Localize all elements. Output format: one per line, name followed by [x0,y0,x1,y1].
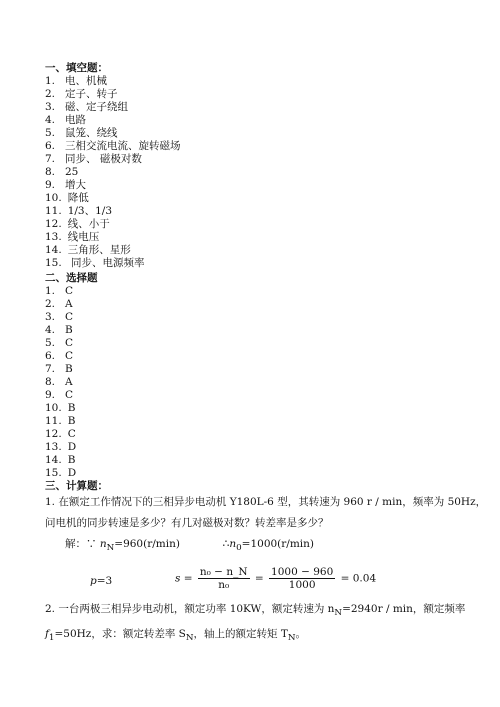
slip-result: = 0.04 [337,572,377,585]
fill-in-item-answer: 同步、电源频率 [67,257,145,269]
rated-speed-value: =960(r/min) [114,538,180,550]
choice-item-number: 6. [45,350,56,362]
choice-item-answer: C [65,350,74,362]
problem-2-line-2 [45,624,465,649]
slip-fraction-symbolic-numerator: n₀ − n_N [199,566,248,578]
sync-speed-value: =1000(r/min) [241,538,315,550]
choice-item [45,324,76,337]
choice-item [45,415,76,428]
torque-subscript: N [287,633,296,644]
sync-speed-symbol: n [229,538,237,550]
choice-item-answer: B [67,454,76,466]
choice-item-answer: C [65,285,74,297]
sync-speed-subscript: 0 [236,543,242,554]
choice-item-number: 8. [45,376,56,388]
problem-2-line-1-text: 2. 一台两极三相异步电动机，额定功率 10KW，额定转速为 n [45,603,335,615]
choice-item [45,298,76,311]
fill-in-item-number: 1. [45,75,56,87]
slip-formula [175,566,376,591]
rated-speed-subscript: N [106,543,115,554]
section-heading-choice: 二、选择题 [45,272,98,284]
choice-item-number: 12. [45,428,62,440]
problem-2 [45,599,465,649]
choice-item-answer: A [65,298,73,310]
choice-item [45,441,76,454]
section-heading-fill-in: 一、填空题： [45,62,108,74]
choice-item-answer: C [65,389,74,401]
fill-in-item-number: 13. [45,231,62,243]
fill-in-item-number: 7. [45,153,56,165]
fill-in-item-answer: 线电压 [67,231,100,243]
fill-in-item-answer: 同步、 磁极对数 [65,153,142,165]
fill-in-item [45,75,181,88]
fill-in-item-answer: 鼠笼、绕线 [65,127,118,139]
choice-item-answer: B [67,415,76,427]
choice-item [45,285,76,298]
problem-1-solution-line [65,537,314,555]
choice-item [45,337,76,350]
fill-in-item-number: 8. [45,166,56,178]
problem-1 [45,492,487,534]
section-heading-calculation: 三、计算题： [45,480,108,492]
fill-in-item [45,205,181,218]
choice-item [45,363,76,376]
problem-2-speed-subscript: N [334,608,343,619]
choice-item-number: 10. [45,402,62,414]
problem-2-line-1-rest: =2940r / min，额定频率 [342,603,466,615]
fill-in-item-answer: 降低 [67,192,89,204]
choice-item-number: 14. [45,454,62,466]
slip-fraction-symbolic [198,566,250,591]
problem-1-line-1: 1. 在额定工作情况下的三相异步电动机 Y180L-6 型，其转速为 960 r / min，频率为 50Hz， [45,496,487,508]
choice-item-number: 7. [45,363,56,375]
slip-fraction-numeric-numerator: 1000 − 960 [271,566,334,578]
fill-in-item [45,179,181,192]
pole-pairs-value: =3 [96,575,113,587]
slip-equals: = [180,572,196,585]
choice-item-answer: D [67,441,77,453]
choice-item-answer: B [65,324,73,336]
choice-item-number: 5. [45,337,56,349]
problem-2-line-1 [45,599,465,624]
choice-item [45,350,76,363]
fill-in-item [45,140,181,153]
choice-item [45,428,76,441]
choice-item-answer: D [67,467,77,479]
fill-in-item-answer: 电、机械 [65,75,107,87]
fill-in-item [45,101,181,114]
choice-item-answer: A [65,376,73,388]
choice-item [45,454,76,467]
fill-in-item-answer: 三相交流电流、旋转磁场 [65,140,181,152]
fill-in-item-answer: 线、小于 [67,218,110,230]
problem-1-line-2: 问电机的同步转速是多少？有几对磁极对数？转差率是多少？ [45,517,329,529]
fill-in-item-number: 9. [45,179,56,191]
slip-rated-subscript: N [185,633,194,644]
fill-in-item-number: 5. [45,127,56,139]
slip-fraction-numeric [269,566,335,591]
fill-in-item [45,218,181,231]
fill-in-item [45,257,181,270]
fill-in-item-answer: 定子、转子 [65,88,118,100]
fill-in-item-answer: 电路 [65,114,86,126]
choice-item-number: 13. [45,441,62,453]
fill-in-item-number: 12. [45,218,62,230]
problem-2-line-2-end: ，轴上的额定转矩 T [193,628,288,641]
fill-in-item [45,244,181,257]
choice-item-number: 1. [45,285,56,297]
fill-in-item-number: 10. [45,192,62,204]
pole-pairs-result [90,575,112,587]
choice-item [45,467,76,480]
fill-in-item-answer: 三角形、星形 [67,244,131,256]
choice-item [45,311,76,324]
choice-item-number: 4. [45,324,56,336]
fill-in-item [45,88,181,101]
choice-item-answer: C [65,337,74,349]
fill-in-item [45,166,181,179]
fill-in-item-number: 2. [45,88,56,100]
slip-symbol: s [175,572,181,585]
choice-item-number: 11. [45,415,62,427]
choice-item-answer: B [65,363,73,375]
fill-in-item [45,127,181,140]
fill-in-item-answer: 1/3、1/3 [67,205,112,217]
fill-in-item [45,153,181,166]
fill-in-item-number: 3. [45,101,56,113]
pole-pairs-symbol: p [90,575,97,587]
fill-in-item [45,192,181,205]
fill-in-item [45,231,181,244]
fill-in-item [45,114,181,127]
choice-item-number: 3. [45,311,56,323]
rated-speed-symbol: n [99,538,107,550]
frequency-symbol: f [45,628,49,641]
choice-answer-list [45,285,76,480]
solution-prefix: 解：∵ [65,538,100,550]
choice-item-answer: B [67,402,76,414]
choice-item-number: 9. [45,389,56,401]
fill-in-item-number: 14. [45,244,62,256]
frequency-subscript: 1 [48,633,55,644]
choice-item-answer: C [65,311,74,323]
fill-in-item-answer: 增大 [65,179,86,191]
slip-fraction-symbolic-denominator: n₀ [218,579,230,591]
choice-item-number: 2. [45,298,56,310]
fill-in-item-answer: 25 [65,166,79,178]
choice-item-number: 15. [45,467,62,479]
therefore-symbol: ∴ [222,538,230,550]
choice-item-answer: C [67,428,76,440]
choice-item [45,402,76,415]
fill-in-item-number: 15. [45,257,62,269]
fill-in-item-number: 11. [45,205,62,217]
fill-in-item-answer: 磁、定子绕组 [65,101,128,113]
fill-in-item-number: 6. [45,140,56,152]
choice-item [45,389,76,402]
fill-in-item-number: 4. [45,114,56,126]
slip-equals-2: = [254,572,264,585]
problem-2-line-2-text: =50Hz，求：额定转差率 S [54,628,186,641]
slip-fraction-numeric-denominator: 1000 [288,579,316,591]
problem-2-period: 。 [295,628,307,641]
fill-in-answer-list [45,75,181,270]
choice-item [45,376,76,389]
